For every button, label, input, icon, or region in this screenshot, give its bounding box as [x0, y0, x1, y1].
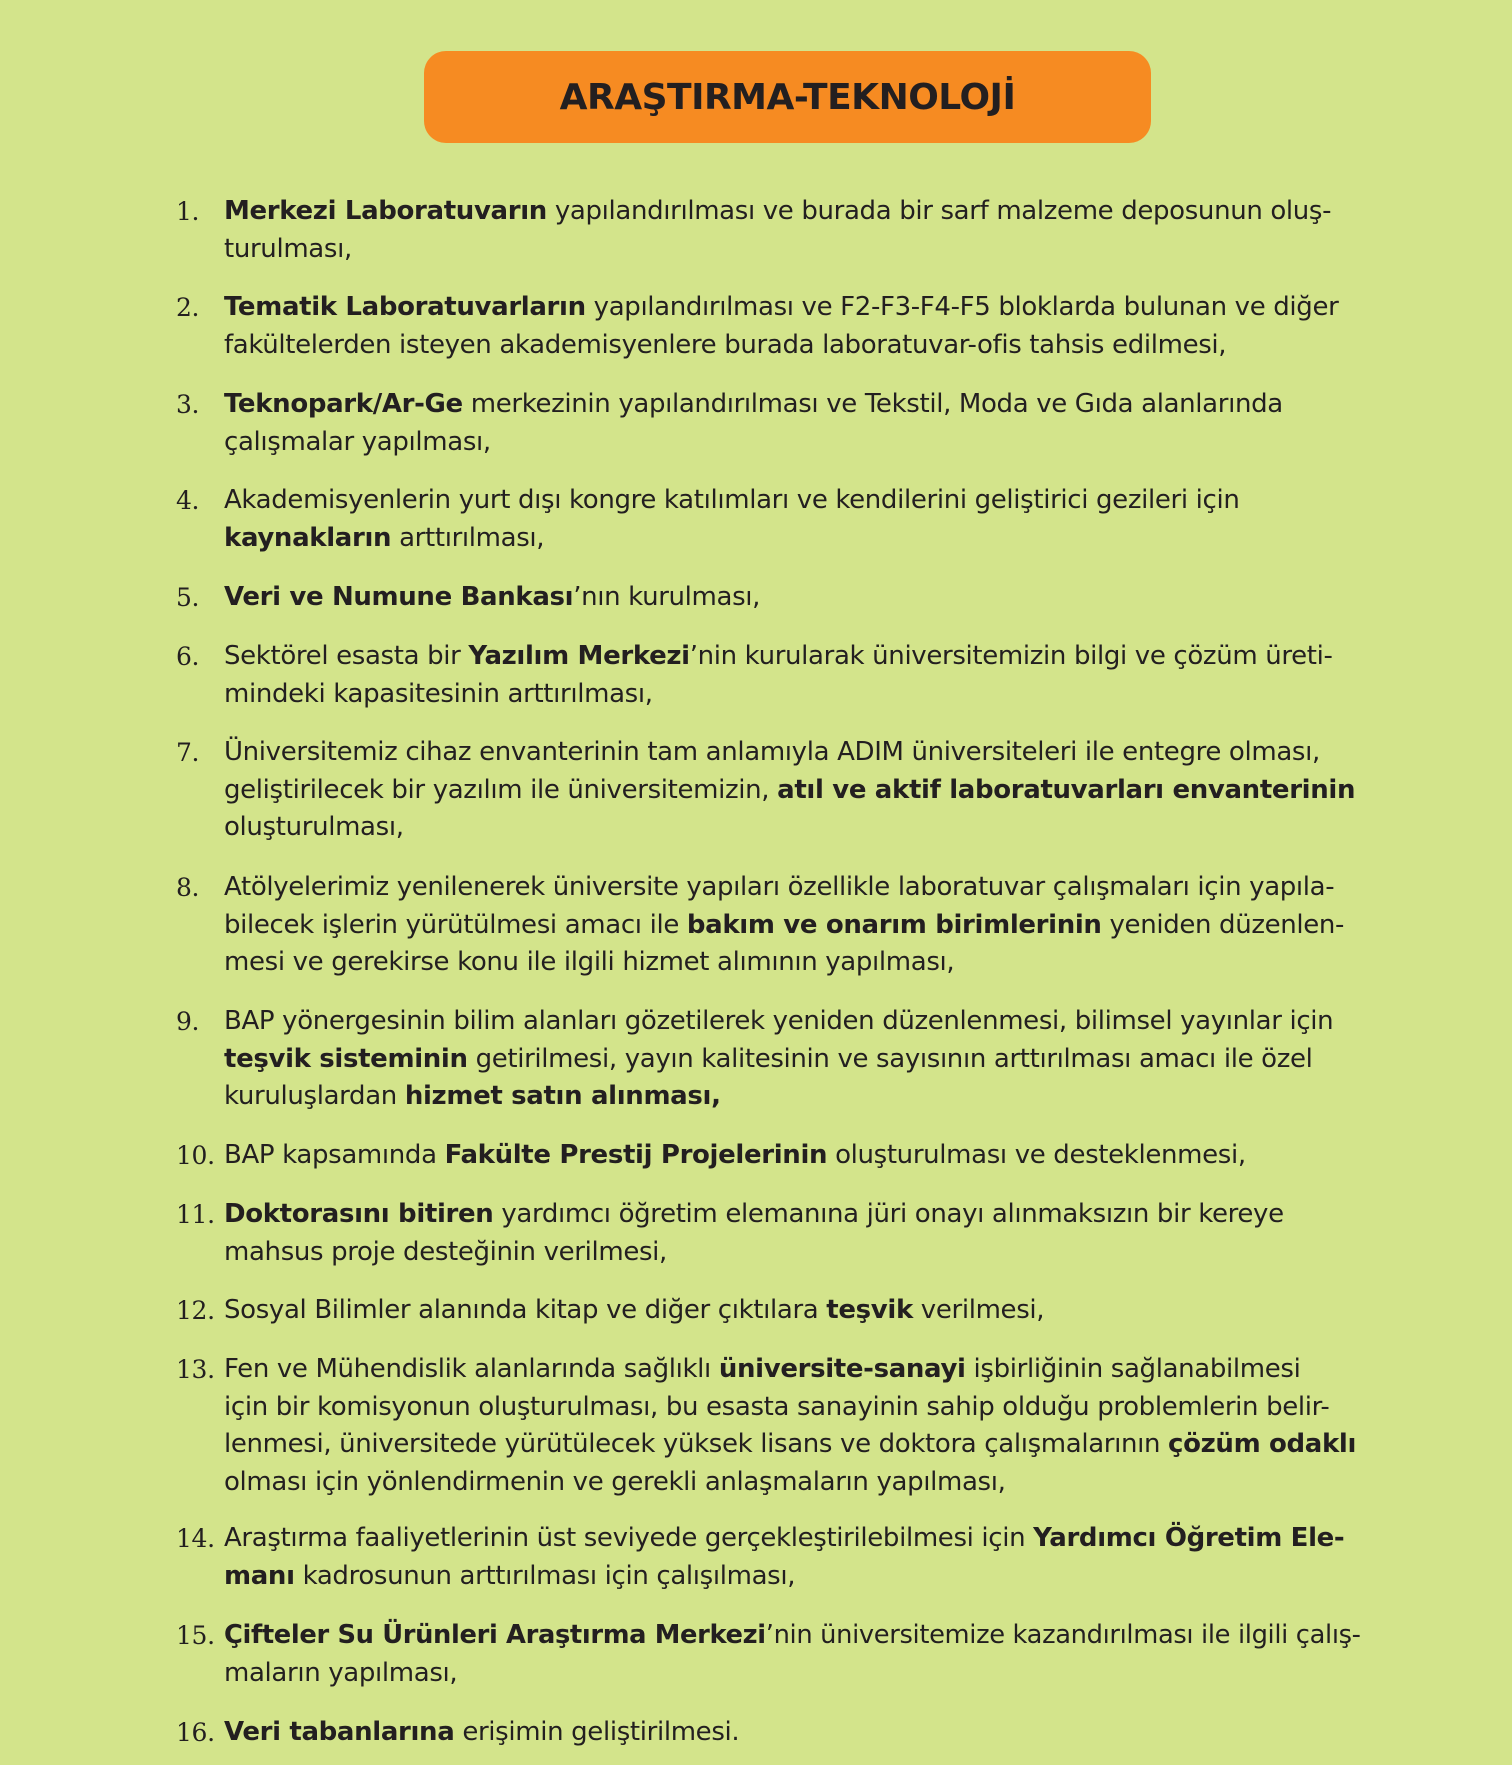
text-line — [224, 1520, 1361, 1558]
text-span: erişimin geliştirilmesi. — [454, 1717, 740, 1747]
text-line — [224, 1196, 1361, 1234]
bold-phrase: bakım ve onarım birimlerinin — [686, 909, 1102, 940]
text-span: BAP yönergesinin bilim alanları gözetilerek yeniden düzenlenmesi, bilimsel yayınlar için — [224, 1006, 1334, 1036]
list-item — [176, 1617, 1361, 1692]
text-span: Atölyelerimiz yenilenerek üniversite yapıları özellikle laboratuvar çalışmaları için yapıla- — [224, 872, 1335, 902]
text-line — [224, 638, 1361, 676]
bold-phrase: Doktorasını bitiren — [224, 1199, 494, 1229]
text-line — [224, 1234, 1361, 1272]
list-item — [176, 1351, 1361, 1501]
text-line — [224, 520, 1361, 558]
bold-phrase: Tematik Laboratuvarların — [224, 292, 586, 322]
list-item — [176, 482, 1361, 557]
list-item-number: 6. — [176, 642, 200, 671]
bold-phrase: Merkezi Laboratuvarın — [224, 196, 547, 226]
text-span: Sosyal Bilimler alanında kitap ve diğer çıktılara — [224, 1295, 827, 1325]
list-item — [176, 1292, 1361, 1330]
bold-phrase: atıl ve aktif laboratuvarları envanterinin — [777, 774, 1356, 805]
list-item — [176, 1520, 1361, 1595]
page-title: ARAŞTIRMA-TEKNOLOJİ — [559, 76, 1016, 118]
list-item — [176, 289, 1361, 364]
text-line — [224, 1617, 1361, 1655]
bold-phrase: üniversite-sanayi — [718, 1354, 966, 1384]
text-line — [224, 1292, 1361, 1330]
text-span: verilmesi, — [912, 1295, 1045, 1325]
text-line — [224, 907, 1361, 945]
list-item-number: 8. — [176, 873, 200, 902]
list-item-number: 10. — [176, 1141, 215, 1170]
text-line — [224, 579, 1361, 617]
list-item-number: 11. — [176, 1200, 215, 1229]
text-span: Sektörel esasta bir — [224, 641, 469, 671]
list-item-text — [224, 1520, 1361, 1595]
list-item — [176, 193, 1361, 268]
text-span: fakültelerden isteyen akademisyenlere burada laboratuvar-ofis tahsis edilmesi, — [224, 329, 1227, 360]
list-item-number: 7. — [176, 738, 200, 767]
list-item-text — [224, 193, 1361, 268]
list-item-text — [224, 1351, 1361, 1501]
bold-phrase: Veri tabanlarına — [224, 1717, 455, 1747]
text-span: kuruluşlardan — [224, 1081, 405, 1111]
text-line — [224, 734, 1361, 772]
list-item — [176, 1003, 1361, 1116]
bold-phrase: Yardımcı Öğretim Ele- — [1033, 1523, 1345, 1553]
text-line — [224, 327, 1361, 365]
text-line — [224, 482, 1361, 520]
list-item — [176, 1137, 1361, 1175]
bold-phrase: teşvik sisteminin — [224, 1043, 468, 1074]
text-span: merkezinin yapılandırılması ve Tekstil, Moda ve Gıda alanlarında — [462, 389, 1283, 419]
list-item-text — [224, 1292, 1361, 1330]
list-item-text — [224, 386, 1361, 461]
list-item — [176, 386, 1361, 461]
text-span: turulması, — [224, 233, 352, 264]
list-item — [176, 1196, 1361, 1271]
list-item-number: 2. — [176, 293, 200, 322]
text-line — [224, 809, 1361, 847]
text-line — [224, 231, 1361, 269]
bold-phrase: manı — [224, 1560, 295, 1591]
text-span: mindeki kapasitesinin arttırılması, — [224, 678, 653, 709]
text-span: getirilmesi, yayın kalitesinin ve sayısının arttırılması amacı ile özel — [467, 1043, 1313, 1074]
text-span: oluşturulması ve desteklenmesi, — [827, 1140, 1246, 1170]
text-line — [224, 772, 1361, 810]
text-span: Fen ve Mühendislik alanlarında sağlıklı — [224, 1354, 719, 1384]
list-item-text — [224, 734, 1361, 847]
bold-phrase: Fakülte Prestij Projelerinin — [444, 1140, 828, 1170]
text-span: yardımcı öğretim elemanına jüri onayı alınmaksızın bir kereye — [493, 1199, 1284, 1229]
text-span: ’nin üniversitemize kazandırılması ile ilgili çalış- — [765, 1620, 1361, 1650]
text-line — [224, 1464, 1361, 1502]
list-item-text — [224, 289, 1361, 364]
list-item-text — [224, 869, 1361, 982]
list-item — [176, 1714, 1361, 1752]
text-line — [224, 1041, 1361, 1079]
list-item-number: 9. — [176, 1007, 200, 1036]
bold-phrase: teşvik — [826, 1295, 913, 1325]
list-item-number: 1. — [176, 197, 200, 226]
text-span: olması için yönlendirmenin ve gerekli anlaşmaların yapılması, — [224, 1466, 1006, 1497]
text-line — [224, 1137, 1361, 1175]
list-item-text — [224, 1003, 1361, 1116]
text-line — [224, 193, 1361, 231]
text-line — [224, 1655, 1361, 1693]
text-span: yapılandırılması ve F2-F3-F4-F5 bloklarda bulunan ve diğer — [585, 292, 1339, 322]
text-span: çalışmalar yapılması, — [224, 426, 491, 457]
list-item-text — [224, 1137, 1361, 1175]
text-line — [224, 1078, 1361, 1116]
bold-phrase: Çifteler Su Ürünleri Araştırma Merkezi — [224, 1620, 766, 1650]
text-line — [224, 1003, 1361, 1041]
bold-phrase: Teknopark/Ar-Ge — [224, 389, 463, 419]
list-item-number: 15. — [176, 1621, 215, 1650]
text-line — [224, 869, 1361, 907]
text-span: geliştirilecek bir yazılım ile üniversitemizin, — [224, 774, 778, 805]
text-span: Akademisyenlerin yurt dışı kongre katılımları ve kendilerini geliştirici gezileri için — [224, 485, 1240, 515]
bold-phrase: kaynakların — [224, 522, 392, 553]
text-span: ’nin kurularak üniversitemizin bilgi ve çözüm üreti- — [689, 641, 1333, 671]
list-item-number: 4. — [176, 486, 200, 515]
text-line — [224, 944, 1361, 982]
list-item-text — [224, 1196, 1361, 1271]
text-line — [224, 676, 1361, 714]
list-item-text — [224, 1617, 1361, 1692]
bold-phrase: Yazılım Merkezi — [468, 641, 690, 671]
list-item-text — [224, 579, 1361, 617]
list-item — [176, 579, 1361, 617]
bold-phrase: Veri ve Numune Bankası — [224, 582, 574, 612]
text-span: lenmesi, üniversitede yürütülecek yüksek lisans ve doktora çalışmalarının — [224, 1429, 1169, 1459]
list-item-text — [224, 638, 1361, 713]
text-span: bilecek işlerin yürütülmesi amacı ile — [224, 909, 687, 940]
text-span: mahsus proje desteğinin verilmesi, — [224, 1236, 667, 1267]
list-item-number: 16. — [176, 1718, 215, 1747]
list-item-number: 5. — [176, 583, 200, 612]
text-span: Araştırma faaliyetlerinin üst seviyede gerçekleştirilebilmesi için — [224, 1523, 1034, 1553]
text-span: oluşturulması, — [224, 812, 404, 842]
list-item — [176, 734, 1361, 847]
text-line — [224, 1389, 1361, 1427]
text-line — [224, 1426, 1361, 1464]
text-line — [224, 386, 1361, 424]
text-line — [224, 289, 1361, 327]
text-line — [224, 424, 1361, 462]
text-span: yapılandırılması ve burada bir sarf malzeme deposunun oluş- — [546, 196, 1332, 226]
text-span: işbirliğinin sağlanabilmesi — [965, 1354, 1301, 1384]
list-item — [176, 869, 1361, 982]
list-item-number: 14. — [176, 1524, 215, 1553]
text-span: kadrosunun arttırılması için çalışılması, — [294, 1560, 796, 1591]
bold-phrase: hizmet satın alınması, — [404, 1081, 721, 1111]
text-span: ’nın kurulması, — [573, 582, 761, 612]
text-span: BAP kapsamında — [224, 1140, 445, 1170]
list-item-text — [224, 482, 1361, 557]
text-span: arttırılması, — [391, 522, 545, 553]
list-item-text — [224, 1714, 1361, 1752]
text-line — [224, 1714, 1361, 1752]
text-span: Üniversitemiz cihaz envanterinin tam anlamıyla ADIM üniversiteleri ile entegre olması, — [224, 737, 1320, 767]
text-span: için bir komisyonun oluşturulması, bu esasta sanayinin sahip olduğu problemlerin belir- — [224, 1391, 1330, 1422]
list-item-number: 12. — [176, 1296, 215, 1325]
text-span: mesi ve gerekirse konu ile ilgili hizmet alımının yapılması, — [224, 947, 955, 977]
list-item — [176, 638, 1361, 713]
text-span: maların yapılması, — [224, 1657, 458, 1688]
text-span: yeniden düzenlen- — [1101, 909, 1345, 940]
text-line — [224, 1351, 1361, 1389]
text-line — [224, 1558, 1361, 1596]
bold-phrase: çözüm odaklı — [1168, 1429, 1357, 1459]
list-item-number: 3. — [176, 390, 200, 419]
list-item-number: 13. — [176, 1355, 215, 1384]
